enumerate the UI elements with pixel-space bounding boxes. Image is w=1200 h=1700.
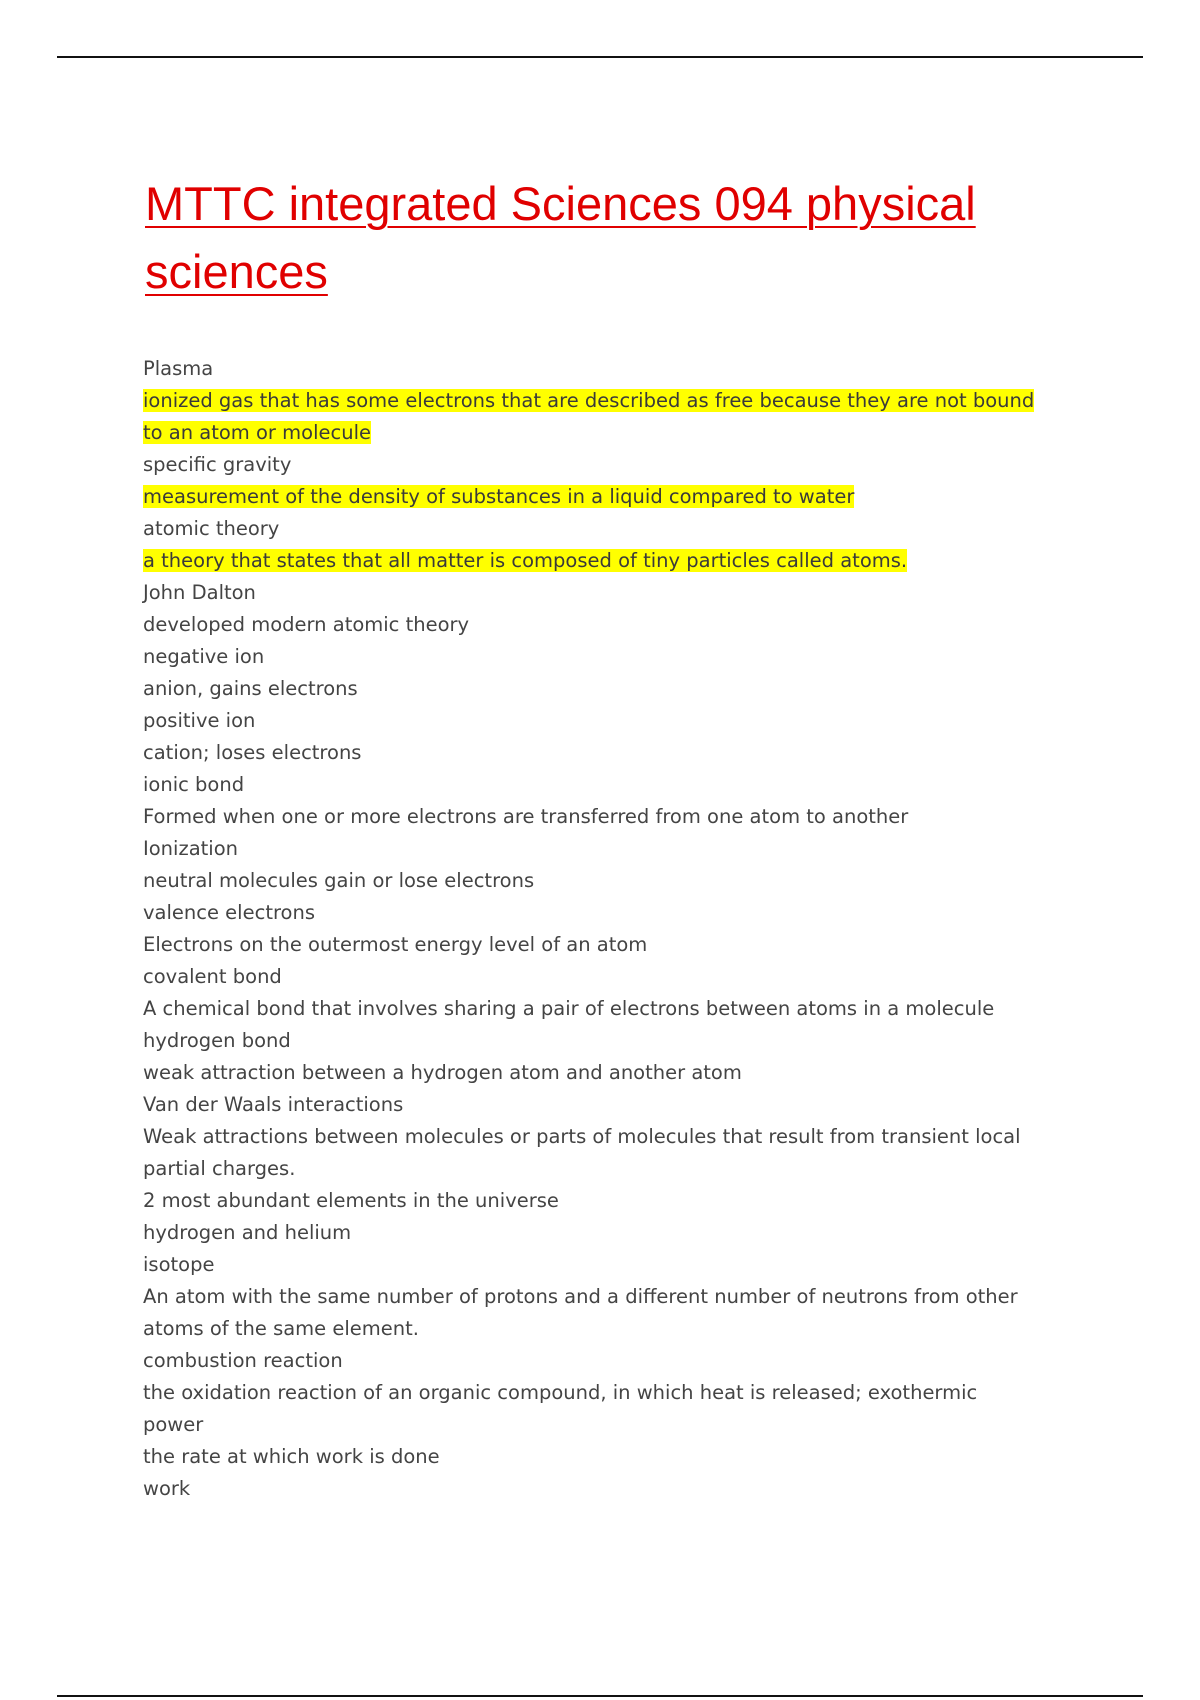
entry-text: An atom with the same number of protons and a different number of neutrons from other (143, 1285, 1018, 1308)
list-item (143, 961, 1043, 993)
list-item (143, 1217, 1043, 1249)
entry-text: A chemical bond that involves sharing a pair of electrons between atoms in a molecule (143, 997, 995, 1020)
flashcard-list (143, 353, 1043, 1505)
list-item (143, 993, 1043, 1025)
text-line (143, 897, 1043, 929)
entry-text: isotope (143, 1253, 215, 1276)
text-line (143, 1153, 1043, 1185)
text-line (143, 1025, 1043, 1057)
entry-text: ionic bond (143, 773, 245, 796)
entry-text: negative ion (143, 645, 265, 668)
text-line (143, 961, 1043, 993)
list-item (143, 353, 1043, 385)
entry-text: atoms of the same element. (143, 1317, 419, 1340)
entry-text: Van der Waals interactions (143, 1093, 404, 1116)
text-line (143, 385, 1043, 417)
highlighted-text: to an atom or molecule (143, 421, 371, 444)
entry-text: Ionization (143, 837, 238, 860)
highlighted-text: ionized gas that has some electrons that are described as free because they are not bound (143, 389, 1035, 412)
text-line (143, 673, 1043, 705)
text-line (143, 769, 1043, 801)
text-line (143, 609, 1043, 641)
list-item (143, 737, 1043, 769)
entry-text: John Dalton (143, 581, 256, 604)
list-item (143, 1121, 1043, 1185)
entry-text: valence electrons (143, 901, 315, 924)
text-line (143, 1057, 1043, 1089)
list-item (143, 705, 1043, 737)
text-line (143, 801, 1043, 833)
entry-text: Plasma (143, 357, 214, 380)
text-line (143, 1345, 1043, 1377)
text-line (143, 993, 1043, 1025)
list-item (143, 769, 1043, 801)
list-item (143, 1089, 1043, 1121)
entry-text: atomic theory (143, 517, 280, 540)
definition-highlighted (143, 545, 1043, 577)
text-line (143, 513, 1043, 545)
text-line (143, 1185, 1043, 1217)
list-item (143, 801, 1043, 833)
entry-text: Formed when one or more electrons are transferred from one atom to another (143, 805, 909, 828)
entry-text: neutral molecules gain or lose electrons (143, 869, 535, 892)
entry-text: developed modern atomic theory (143, 613, 470, 636)
entry-text: anion, gains electrons (143, 677, 358, 700)
list-item (143, 1473, 1043, 1505)
list-item (143, 1345, 1043, 1377)
definition-highlighted (143, 481, 1043, 513)
text-line (143, 1313, 1043, 1345)
entry-text: cation; loses electrons (143, 741, 362, 764)
list-item (143, 1409, 1043, 1441)
text-line (143, 417, 1043, 449)
document-title (145, 170, 1085, 306)
list-item (143, 641, 1043, 673)
text-line (143, 1473, 1043, 1505)
title-line: MTTC integrated Sciences 094 physical (145, 177, 976, 230)
list-item (143, 865, 1043, 897)
entry-text: positive ion (143, 709, 256, 732)
list-item (143, 1185, 1043, 1217)
text-line (143, 1409, 1043, 1441)
entry-text: the oxidation reaction of an organic compound, in which heat is released; exothermic (143, 1381, 978, 1404)
top-horizontal-rule (57, 56, 1143, 58)
highlighted-text: a theory that states that all matter is composed of tiny particles called atoms. (143, 549, 908, 572)
definition-highlighted (143, 385, 1043, 449)
text-line (143, 737, 1043, 769)
text-line (143, 641, 1043, 673)
list-item (143, 673, 1043, 705)
list-item (143, 1249, 1043, 1281)
list-item (143, 609, 1043, 641)
entry-text: work (143, 1477, 191, 1500)
entry-text: Weak attractions between molecules or parts of molecules that result from transient local (143, 1125, 1021, 1148)
text-line (143, 1249, 1043, 1281)
text-line (143, 929, 1043, 961)
list-item (143, 833, 1043, 865)
text-line (143, 1089, 1043, 1121)
list-item (143, 1025, 1043, 1057)
entry-text: hydrogen bond (143, 1029, 291, 1052)
highlighted-text: measurement of the density of substances in a liquid compared to water (143, 485, 855, 508)
text-line (143, 833, 1043, 865)
text-line (143, 1281, 1043, 1313)
text-line (143, 577, 1043, 609)
list-item (143, 577, 1043, 609)
entry-text: partial charges. (143, 1157, 296, 1180)
list-item (143, 1377, 1043, 1409)
list-item (143, 929, 1043, 961)
title-line: sciences (145, 245, 328, 298)
text-line (143, 481, 1043, 513)
text-line (143, 1121, 1043, 1153)
text-line (143, 545, 1043, 577)
list-item (143, 513, 1043, 545)
list-item (143, 1441, 1043, 1473)
entry-text: specific gravity (143, 453, 292, 476)
text-line (143, 705, 1043, 737)
entry-text: Electrons on the outermost energy level of an atom (143, 933, 648, 956)
list-item (143, 1057, 1043, 1089)
entry-text: 2 most abundant elements in the universe (143, 1189, 559, 1212)
list-item (143, 449, 1043, 481)
entry-text: combustion reaction (143, 1349, 343, 1372)
list-item (143, 1281, 1043, 1345)
text-line (143, 1441, 1043, 1473)
entry-text: the rate at which work is done (143, 1445, 440, 1468)
text-line (143, 353, 1043, 385)
entry-text: covalent bond (143, 965, 282, 988)
list-item (143, 897, 1043, 929)
entry-text: weak attraction between a hydrogen atom and another atom (143, 1061, 742, 1084)
text-line (143, 1217, 1043, 1249)
bottom-horizontal-rule (57, 1695, 1143, 1697)
text-line (143, 1377, 1043, 1409)
entry-text: power (143, 1413, 204, 1436)
text-line (143, 865, 1043, 897)
text-line (143, 449, 1043, 481)
entry-text: hydrogen and helium (143, 1221, 352, 1244)
